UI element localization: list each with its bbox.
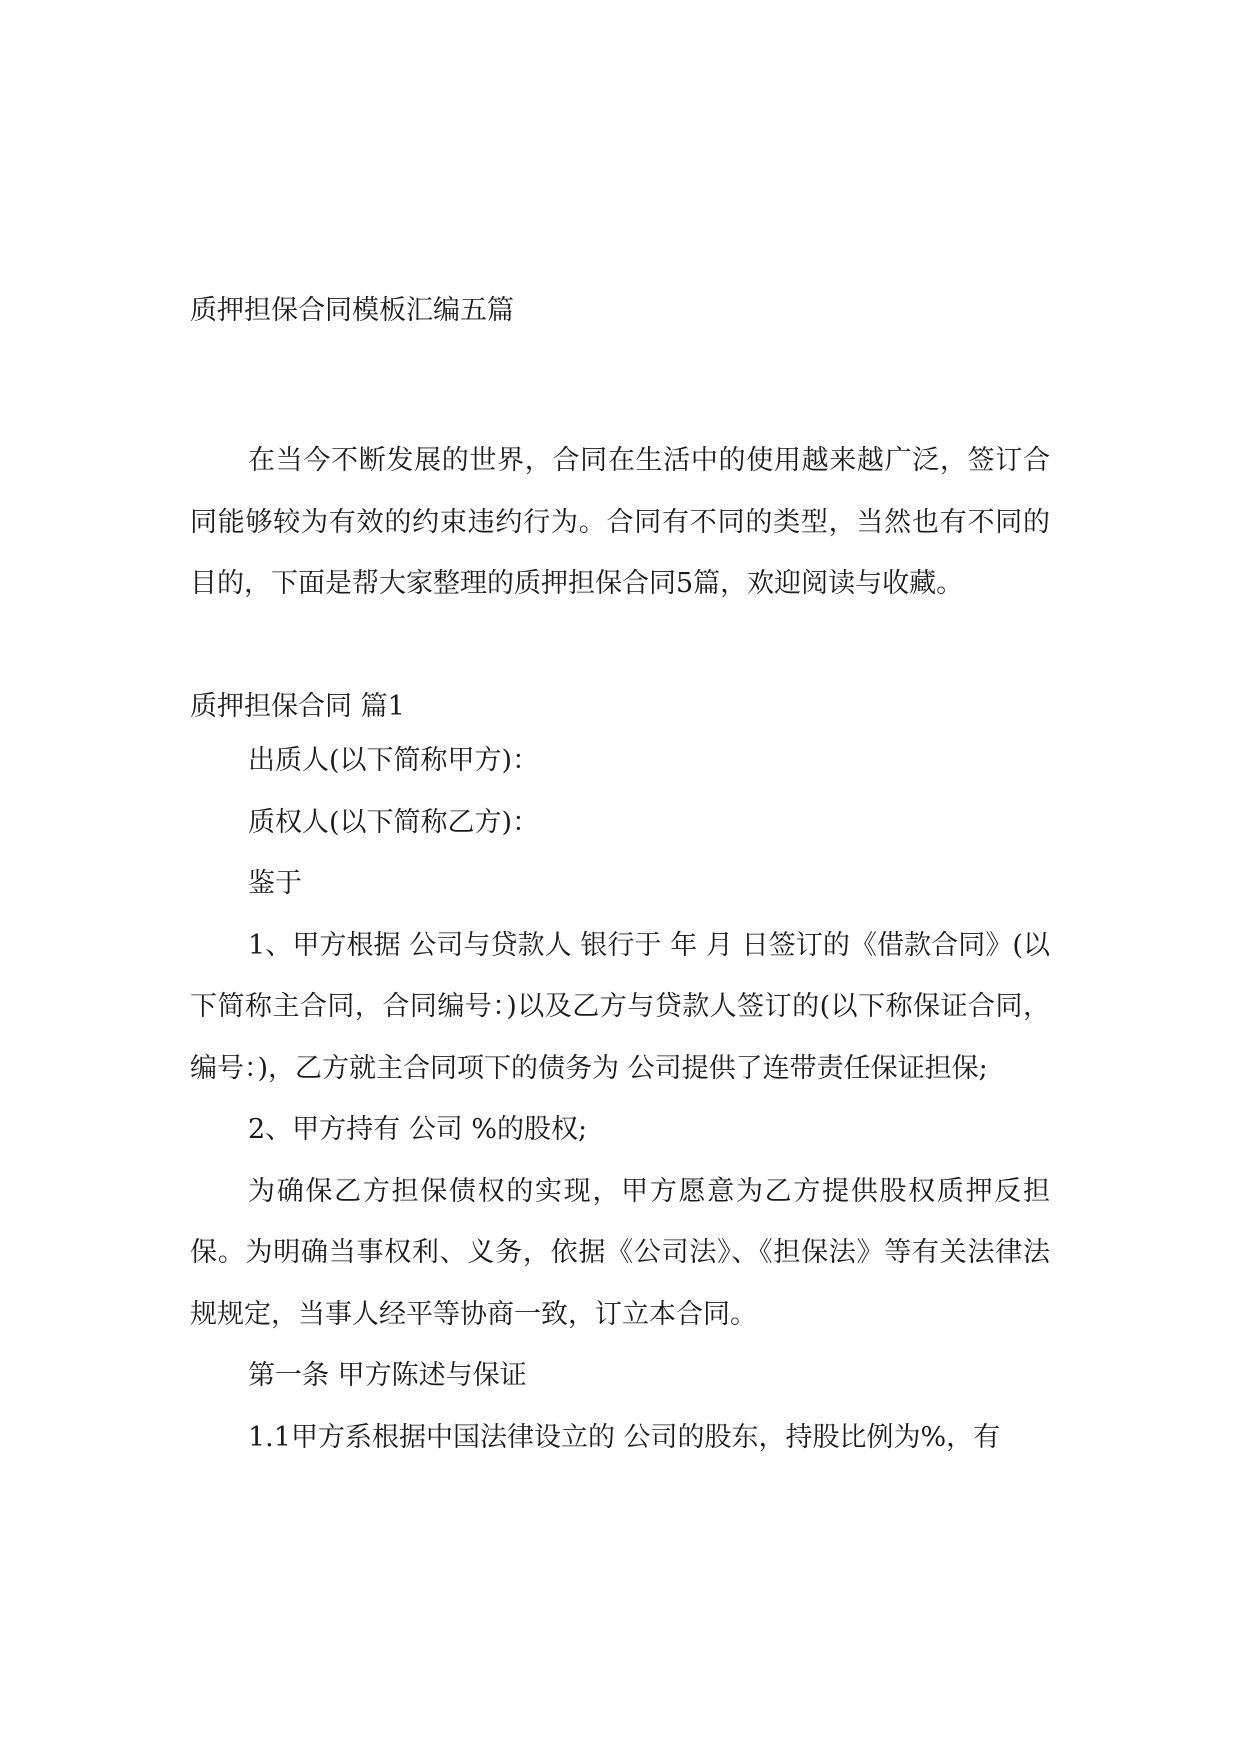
document-title: 质押担保合同模板汇编五篇: [190, 295, 514, 326]
purpose-paragraph: 为确保乙方担保债权的实现，甲方愿意为乙方提供股权质押反担保。为明确当事权利、义务，依据《公司法》、《担保法》等有关法律法规规定，当事人经平等协商一致，订立本合同。: [190, 1175, 1050, 1330]
article-1-heading: 第一条 甲方陈述与保证: [248, 1360, 527, 1391]
pledgor-line: 出质人(以下简称甲方)：: [248, 745, 540, 776]
whereas-clause-2: 2、甲方持有 公司 %的股权;: [248, 1114, 588, 1145]
intro-paragraph: 在当今不断发展的世界，合同在生活中的使用越来越广泛，签订合同能够较为有效的约束违约行为。合同有不同的类型，当然也有不同的目的，下面是帮大家整理的质押担保合同5篇，欢迎阅读与收藏。: [190, 445, 1050, 599]
section-title: 质押担保合同 篇1: [190, 691, 405, 722]
whereas-heading: 鉴于: [248, 868, 302, 899]
contract-body: [190, 730, 1050, 1468]
pledgee-line: 质权人(以下简称乙方)：: [248, 806, 540, 838]
whereas-clause-1: 1、甲方根据 公司与贷款人 银行于 年 月 日签订的《借款合同》(以下简称主合同，合同编号：)以及乙方与贷款人签订的(以下称保证合同，编号：)，乙方就主合同项下的债务为 公司提供了连带责任保证担保;: [190, 929, 1050, 1084]
article-1-clause-1: 1.1甲方系根据中国法律设立的 公司的股东，持股比例为%，有: [248, 1421, 1001, 1453]
